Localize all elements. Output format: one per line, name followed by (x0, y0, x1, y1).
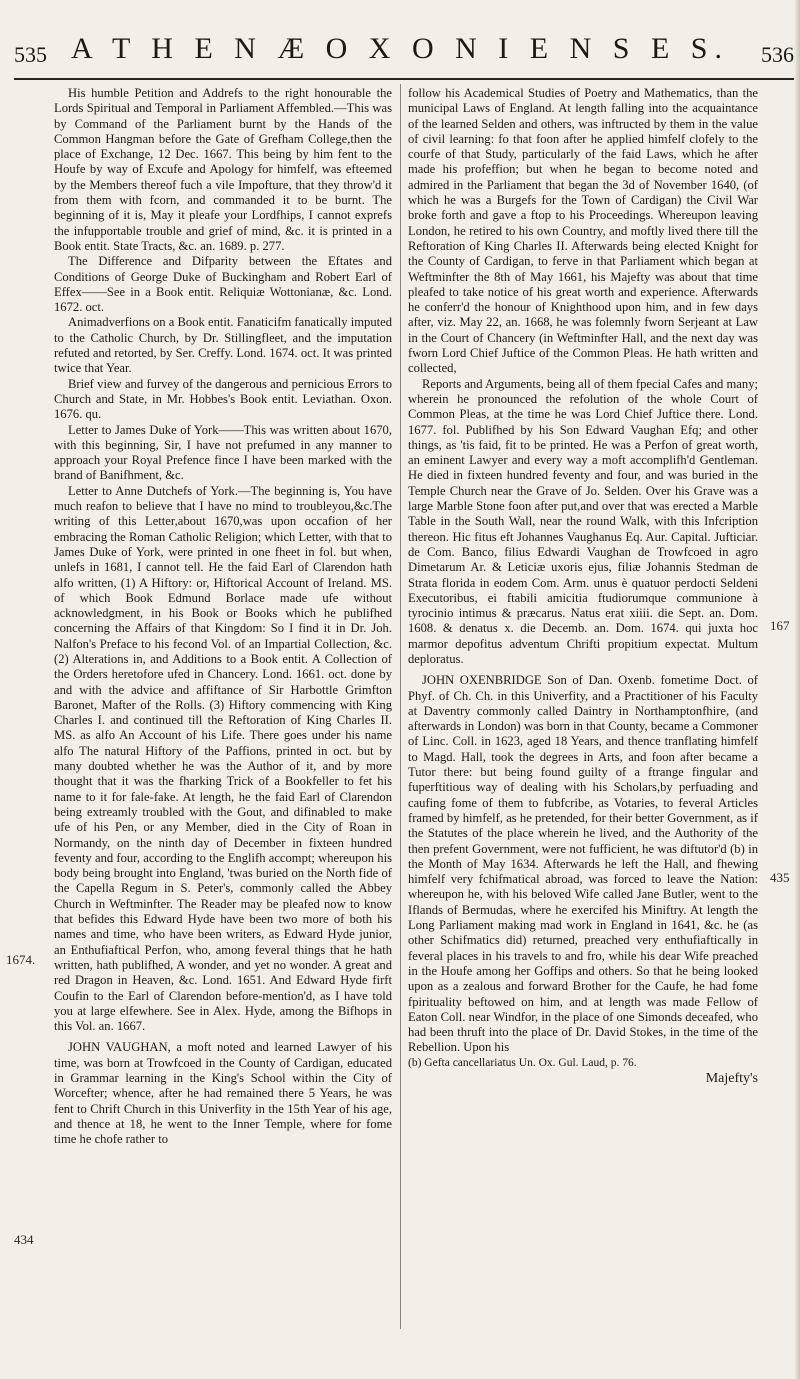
paragraph: Brief view and furvey of the dangerous and pernicious Errors to Church and State, in Mr. Hobbes's Book entit. Leviathan. Oxon. 1676. qu. (54, 376, 392, 422)
paragraph: Letter to James Duke of York——This was written about 1670, with this beginning, Sir, I have not prefumed in any manner to approach your Royal Prefence fince I have been marked with the brand of Banifhment, &c. (54, 422, 392, 483)
footnote: (b) Gefta cancellariatus Un. Ox. Gul. Laud, p. 76. (408, 1056, 637, 1069)
margin-year: 1674. (6, 952, 36, 967)
page-number-right: 536 (761, 42, 794, 67)
paragraph: Reports and Arguments, being all of them fpecial Cafes and many; wherein he pronounced the refolution of the whole Court of Common Pleas, at the time he was Lord Chief Juftice there. Lond. 1677. fol. Publifhed by his Son Edward Vaughan Efq; and other things, as 'tis faid, fit to be printed. He was a Perfon of great worth, an eminent Lawyer and every way a moft accomplifh'd Gentleman. He died in fixteen hundred feventy and four, and was buried in the Temple Church near the Grave of Jo. Selden. Over his Grave was a large Marble Stone foon after put,and over that was erected a Marble Table in the South Wall, near the round Walk, with this Infcription thereon. Hic fitus eft Johannes Vaughanus Eq. Aur. Capital. Jufticiar. de Com. Banco, filius Edwardi Vaughan de Trowfcoed in agro Dimetarum Ar. & Leticiæ uxoris ejus, filiæ Johannis Stedman de Strata florida in eodem Com. Arm. unus è quatuor perdocti Seldeni Executoribus, ei ftabili amicitia ftudiorumque communione à tyrocinio intimus & præcarus. Natus erat xiiii. die Sept. an. Dom. 1608. & denatus x. die Decemb. an. Dom. 1674. qui juxta hoc marmor depofitus adventum Chrifti propitium expectat. Multum deploratus. (408, 376, 758, 666)
page-edge-shadow (794, 0, 800, 1379)
page-number-left: 535 (14, 42, 47, 67)
margin-number-right-2: 435 (770, 870, 790, 885)
catchword: Majefty's (705, 1071, 758, 1086)
paragraph: The Difference and Difparity between the Eftates and Conditions of George Duke of Buckingham and Robert Earl of Effex——See in a Book entit. Reliquiæ Wottonianæ, &c. Lond. 1672. oct. (54, 254, 392, 315)
column-divider (400, 84, 401, 1329)
left-column (54, 86, 392, 1147)
paragraph: His humble Petition and Addrefs to the right honourable the Lords Spiritual and Temporal in Parliament Affembled.—This was by Command of the Parliament burnt by the Hands of the Common Hangman before the Gate of Grefham College,then the place of Exchange, 12 Dec. 1667. This being by him fent to the Houfe by way of Excufe and Apology for himfelf, was efteemed by the Members thereof fuch a vile Impofture, that they throw'd it from them with fcorn, and commanded it to be burnt. The beginning of it is, May it pleafe your Lordfhips, I cannot exprefs the infupportable trouble and grief of mind, &c. it is printed in a Book entit. State Tracts, &c. an. 1689. p. 277. (54, 86, 392, 253)
entry-john-oxenbridge: JOHN OXENBRIDGE Son of Dan. Oxenb. fometime Doct. of Phyf. of Ch. Ch. in this Univerfity, and a Practitioner of his Faculty at Daventry commonly called Daintry in Northamptonfhire, (and afterwards in London) was born in that County, became a Commoner of Linc. Coll. in 1623, aged 18 Years, and thence tranflating himfelf to Magd. Hall, took the degrees in Arts, and foon after became a Tutor there: but being found guilty of a ftrange fingular and fuperftitious way of dealing with his Scholars,by perfuading and caufing fome of them to fubfcribe, as Votaries, to feveral Articles framed by himfelf, as he pretended, for their better Government, as if the Statutes of the place wherein he lived, and the Authority of the then prefent Government, were not fufficient, he was diftutor'd (b) in the Month of May 1634. Afterwards he left the Hall, and fhewing himfelf very fchifmatical abroad, was forced to leave the Nation: whereupon he, with his beloved Wife called Jane Butler, went to the Iflands of Bermudas, where he exercifed his Miniftry. At length the Long Parliament making mad work in England in 1641, &c. he (as other Schifmatics did) returned, preached very enthufiaftically in feveral places in his travels to and fro, while his dear Wife preached in the Houfe among her Goffips and others. So that he being looked upon as a zealous and forward Brother for the Caufe, he had fome fpirituality beftowed on him, and at length was made Fellow of Eaton Coll. near Windfor, in the place of one Simonds deceafed, who had been thruft into the place of Dr. David Stokes, in the time of the Rebellion. Upon his (408, 673, 758, 1055)
page-header (0, 0, 800, 84)
running-title: A T H E N Æ O X O N I E N S E S. (71, 32, 729, 65)
header-rule (14, 78, 794, 80)
right-column (408, 86, 758, 1086)
margin-number-left: 434 (14, 1232, 34, 1247)
entry-john-vaughan: JOHN VAUGHAN, a moft noted and learned Lawyer of his time, was born at Trowfcoed in the County of Cardigan, educated in Grammar learning in the King's School within the City of Worcefter; whence, after he had remained there 5 Years, he was fent to Chrift Church in this Univerfity in the 15th Year of his age, and thence at 18, he went to the Inner Temple, where for fome time he chofe rather to (54, 1040, 392, 1147)
margin-number-right: 167 (770, 618, 790, 633)
paragraph: follow his Academical Studies of Poetry and Mathematics, than the municipal Laws of England. At length falling into the acquaintance of the learned Selden and others, was inftructed by them in the value of civil learning: fo that foon after he applied himfelf clofely to the courfe of that Study, particularly of the faid Laws, which he after made his profeffion; but when he began to become noted and admired in the Parliament that began the 3d of November 1640, (of which he was a Burgefs for the Town of Cardigan) the Civil War broke forth and gave a ftop to his Proceedings. Whereupon leaving London, he retired to his own Country, and moftly lived there till the Reftoration of King Charles II. Afterwards being elected Knight for the County of Cardigan, to ferve in that Parliament which began at Weftminfter the 8th of May 1661, his Majefty was about that time pleafed to take notice of his great worth and experience. Afterwards he conferr'd the honour of Knighthood upon him, and in few days after, viz. May 22, an. 1668, he was folemnly fworn Serjeant at Law in the Court of Chancery (in Weftminfter Hall, and the next day was fworn Lord Chief Juftice of the Common Pleas. He hath written and collected, (408, 86, 758, 376)
paragraph: Animadverfions on a Book entit. Fanaticifm fanatically imputed to the Catholic Church, by Dr. Stillingfleet, and the imputation refuted and retorted, by Ser. Creffy. Lond. 1674. oct. It was printed twice that Year. (54, 315, 392, 376)
paragraph: Letter to Anne Dutchefs of York.—The beginning is, You have much reafon to believe that I have no mind to troubleyou,&c.The writing of this Letter,about 1670,was upon occafion of her embracing the Roman Catholic Religion; which Letter, with that to James Duke of York, were printed in one fheet in fol. but when, unlefs in 1681, I cannot tell. He the faid Earl of Clarendon hath alfo written, (1) A Hiftory: or, Hiftorical Account of Ireland. MS. of which Book Edmund Borlace made ufe without acknowledgment, in his Book or Books which he publifhed concerning the Affairs of that Kingdom: So I find it in Dr. Joh. Nalfon's Preface to his fecond Vol. of an Impartial Collection, &c. (2) Alterations in, and Additions to a Book entit. A Collection of the Orders heretofore ufed in Chancery. Lond. 1661. oct. done by and with the advice and affiftance of Sir Harbottle Grimfton Baronet, Mafter of the Rolls. (3) Hiftory commencing with King Charles I. and continued till the Reftoration of King Charles II. MS. as alfo An Account of his Life. There goes under his name alfo The natural Hiftory of the Paffions, printed in oct. but by many doubted whether he was the Author of it, and by more thought that it was the fharking Trick of a Bookfeller to fet his name to it for fale-fake. At length, he the faid Earl of Clarendon being extreamly troubled with the Gout, and difinabled to make ufe of his Pen, or any Member, died in the City of Roan in Normandy, on the ninth day of December in fixteen hundred feventy and four, according to the Englifh accompt; whereupon his body being brought into England, 'twas buried on the North fide of the Capella Regum in S. Peter's, commonly called the Abbey Church in Weftminfter. The Reader may be pleafed now to know that befides this Edward Hyde have been two more of both his names and time, who have been writers, as Edward Hyde junior, an Enthufiaftical Perfon, who, among feveral things that he hath written, hath publifhed, A wonder, and yet no wonder. A great and red Dragon in Heaven, &c. Lond. 1651. And Edward Hyde firft Coufin to the Earl of Clarendon before-mention'd, as I have told you at large elfewhere. See in Alex. Hyde, among the Bifhops in this Vol. an. 1667. (54, 483, 392, 1034)
